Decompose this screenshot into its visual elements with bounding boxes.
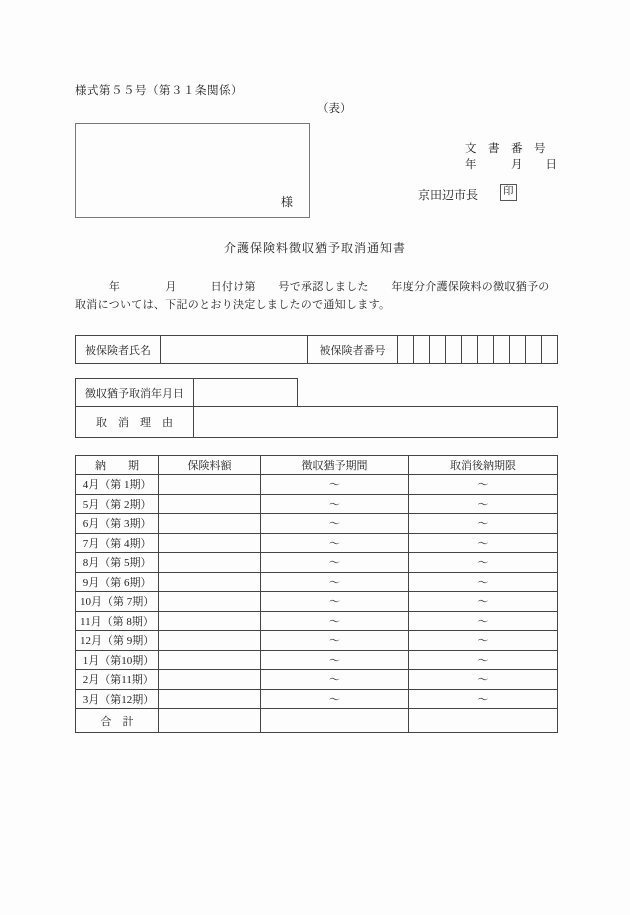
amount-cell — [159, 514, 261, 534]
form-number-label: 様式第５５号（第３１条関係） — [75, 85, 243, 97]
schedule-header-row — [76, 456, 558, 475]
table-row — [76, 572, 558, 592]
deferral-period-cell: ～ — [261, 650, 409, 670]
notice-body-line1: 年 月 日付け第 号で承認しました 年度分介護保険料の徴収猶予の — [75, 281, 550, 293]
insured-number-digit-cell — [510, 336, 526, 364]
period-cell: 6月（第 3期） — [76, 514, 159, 534]
amount-cell — [159, 533, 261, 553]
deadline-cell: ～ — [409, 475, 558, 495]
notice-body — [75, 279, 575, 314]
insured-number-label: 被保険者番号 — [308, 336, 398, 364]
table-row — [76, 514, 558, 534]
insured-number-digit-cell — [414, 336, 430, 364]
period-cell: 2月（第11期） — [76, 670, 159, 690]
insured-number-digit-cell — [430, 336, 446, 364]
cancellation-reason-value — [194, 407, 558, 438]
deferral-period-cell: ～ — [261, 494, 409, 514]
amount-cell — [159, 670, 261, 690]
side-label: （表） — [317, 103, 352, 115]
table-row — [76, 553, 558, 573]
period-cell: 10月（第 7期） — [76, 592, 159, 612]
table-row — [76, 494, 558, 514]
period-cell: 3月（第12期） — [76, 689, 159, 709]
period-cell: 1月（第10期） — [76, 650, 159, 670]
total-amount-cell — [159, 709, 261, 733]
deferral-period-column-header: 徴収猶予期間 — [261, 456, 409, 475]
insured-number-digit-cell — [478, 336, 494, 364]
insured-number-digit-cell — [526, 336, 542, 364]
cancellation-date-value — [194, 379, 298, 407]
table-row — [76, 631, 558, 651]
insured-row — [76, 336, 558, 364]
insured-number-digit-cell — [462, 336, 478, 364]
deadline-cell: ～ — [409, 494, 558, 514]
amount-cell — [159, 650, 261, 670]
period-cell: 4月（第 1期） — [76, 475, 159, 495]
cancellation-reason-label: 取 消 理 由 — [76, 407, 194, 438]
deadline-cell: ～ — [409, 514, 558, 534]
insured-name-value — [161, 336, 308, 364]
insured-number-digit-cell — [398, 336, 414, 364]
insured-number-digit-cell — [542, 336, 558, 364]
amount-cell — [159, 494, 261, 514]
deadline-cell: ～ — [409, 670, 558, 690]
period-cell: 7月（第 4期） — [76, 533, 159, 553]
deferral-period-cell: ～ — [261, 631, 409, 651]
total-row — [76, 709, 558, 733]
deferral-period-cell: ～ — [261, 533, 409, 553]
mayor-name: 京田辺市長 — [418, 188, 479, 202]
deadline-cell: ～ — [409, 631, 558, 651]
cancellation-reason-row — [76, 407, 558, 438]
amount-cell — [159, 592, 261, 612]
total-deferral-cell — [261, 709, 409, 733]
period-cell: 11月（第 8期） — [76, 611, 159, 631]
amount-cell — [159, 689, 261, 709]
cancellation-reason-table — [75, 406, 558, 438]
deadline-cell: ～ — [409, 572, 558, 592]
mayor-seal-stamp: 印 — [500, 184, 517, 201]
post-cancel-deadline-column-header: 取消後納期限 — [409, 456, 558, 475]
deadline-cell: ～ — [409, 553, 558, 573]
cancellation-date-table — [75, 378, 298, 407]
table-row — [76, 689, 558, 709]
deferral-period-cell: ～ — [261, 514, 409, 534]
insured-person-table — [75, 335, 558, 364]
cancellation-date-row — [76, 379, 298, 407]
total-label: 合 計 — [76, 709, 159, 733]
period-cell: 9月（第 6期） — [76, 572, 159, 592]
notice-body-line2: 取消については、下記のとおり決定しましたので通知します。 — [75, 298, 391, 311]
table-row — [76, 611, 558, 631]
addressee-suffix: 様 — [280, 195, 293, 209]
period-column-header: 納 期 — [76, 456, 159, 475]
deadline-cell: ～ — [409, 650, 558, 670]
table-row — [76, 592, 558, 612]
amount-cell — [159, 611, 261, 631]
date-line: 年 月 日 — [465, 159, 557, 171]
deferral-period-cell: ～ — [261, 611, 409, 631]
table-row — [76, 475, 558, 495]
deferral-period-cell: ～ — [261, 475, 409, 495]
amount-cell — [159, 631, 261, 651]
table-row — [76, 670, 558, 690]
deadline-cell: ～ — [409, 689, 558, 709]
document-number-label: 文 書 番 号 — [465, 143, 546, 155]
payment-schedule-table — [75, 455, 558, 733]
period-cell: 8月（第 5期） — [76, 553, 159, 573]
cancellation-date-label: 徴収猶予取消年月日 — [76, 379, 194, 407]
deadline-cell: ～ — [409, 592, 558, 612]
deferral-period-cell: ～ — [261, 689, 409, 709]
deferral-period-cell: ～ — [261, 572, 409, 592]
deferral-period-cell: ～ — [261, 592, 409, 612]
page-title: 介護保険料徴収猶予取消通知書 — [223, 241, 406, 255]
amount-cell — [159, 475, 261, 495]
recipient-address-box — [75, 123, 310, 218]
deadline-cell: ～ — [409, 611, 558, 631]
table-row — [76, 533, 558, 553]
period-cell: 5月（第 2期） — [76, 494, 159, 514]
deferral-period-cell: ～ — [261, 553, 409, 573]
insured-name-label: 被保険者氏名 — [76, 336, 161, 364]
table-row — [76, 650, 558, 670]
amount-column-header: 保険料額 — [159, 456, 261, 475]
period-cell: 12月（第 9期） — [76, 631, 159, 651]
deadline-cell: ～ — [409, 533, 558, 553]
insured-number-digit-cell — [446, 336, 462, 364]
total-deadline-cell — [409, 709, 558, 733]
schedule-body — [76, 456, 558, 709]
amount-cell — [159, 553, 261, 573]
insured-number-digit-cell — [494, 336, 510, 364]
deferral-period-cell: ～ — [261, 670, 409, 690]
amount-cell — [159, 572, 261, 592]
